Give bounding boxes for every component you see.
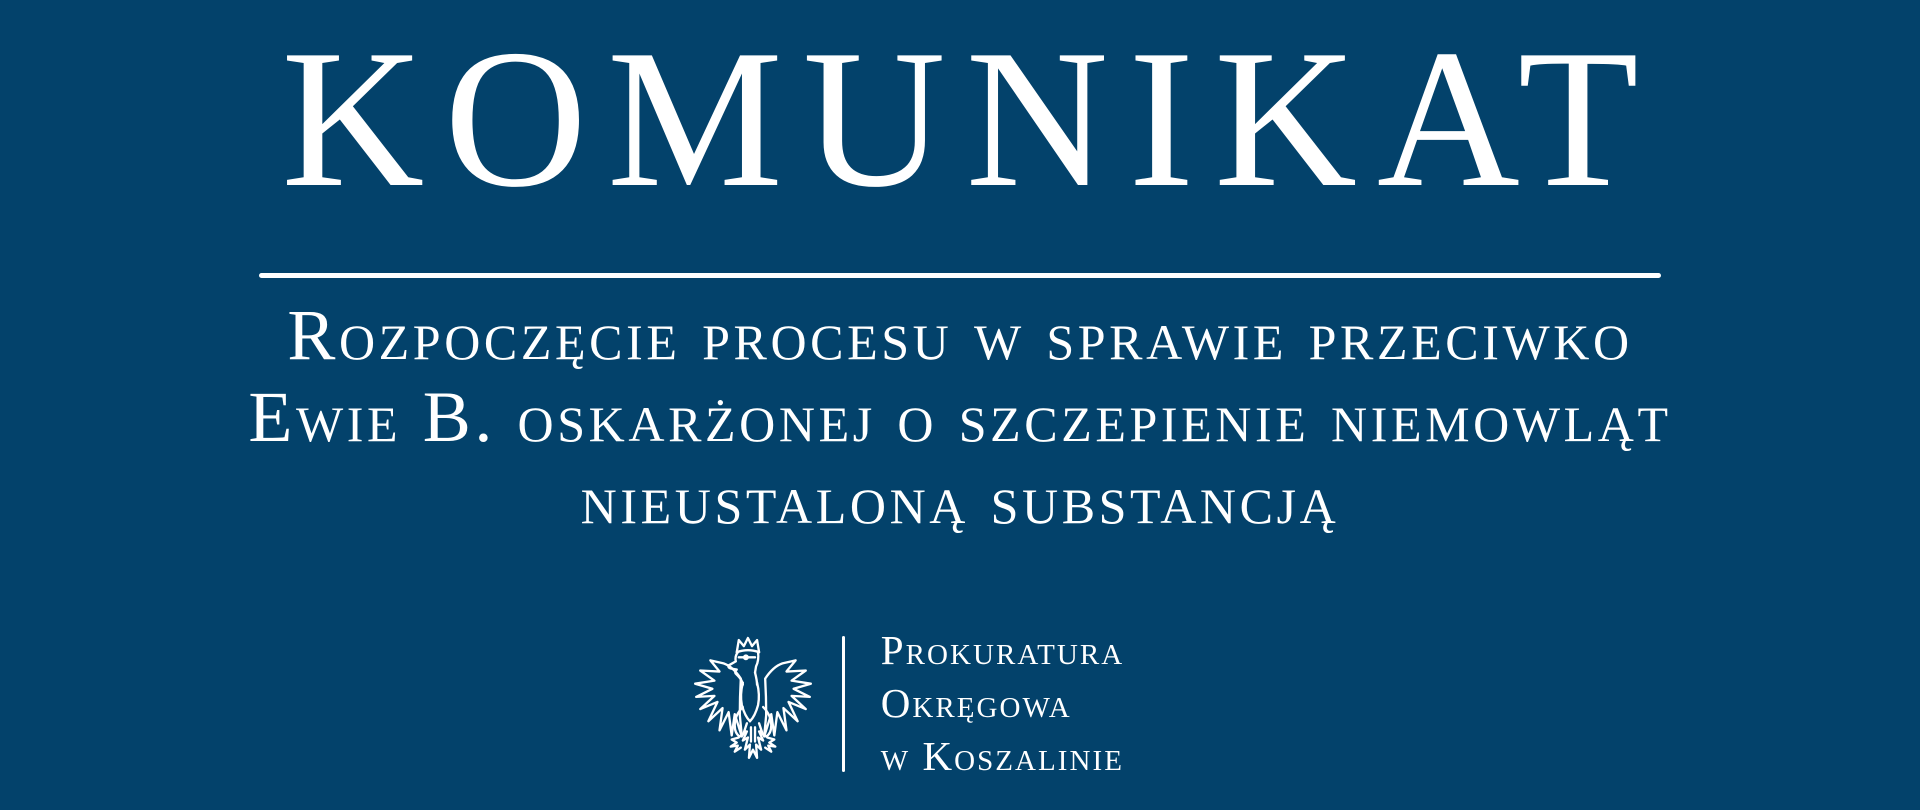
subtitle-line-3: nieustaloną substancją bbox=[580, 459, 1340, 539]
page-title: KOMUNIKAT bbox=[281, 9, 1659, 228]
emblem-divider bbox=[842, 636, 845, 772]
subtitle-line-2: Ewie B. oskarżonej o szczepienie niemowląt bbox=[248, 377, 1672, 457]
announcement-subtitle bbox=[248, 294, 1671, 540]
subtitle-line-1: Rozpoczęcie procesu w sprawie przeciwko bbox=[287, 295, 1633, 375]
title-divider bbox=[259, 273, 1661, 278]
issuer-line-3: w Koszalinie bbox=[880, 733, 1124, 779]
issuer-line-1: Prokuratura bbox=[880, 627, 1125, 673]
issuer-line-2: Okręgowa bbox=[880, 680, 1072, 726]
issuer-block bbox=[692, 624, 1125, 783]
polish-eagle-emblem-icon bbox=[692, 636, 814, 772]
issuer-name bbox=[881, 624, 1125, 783]
